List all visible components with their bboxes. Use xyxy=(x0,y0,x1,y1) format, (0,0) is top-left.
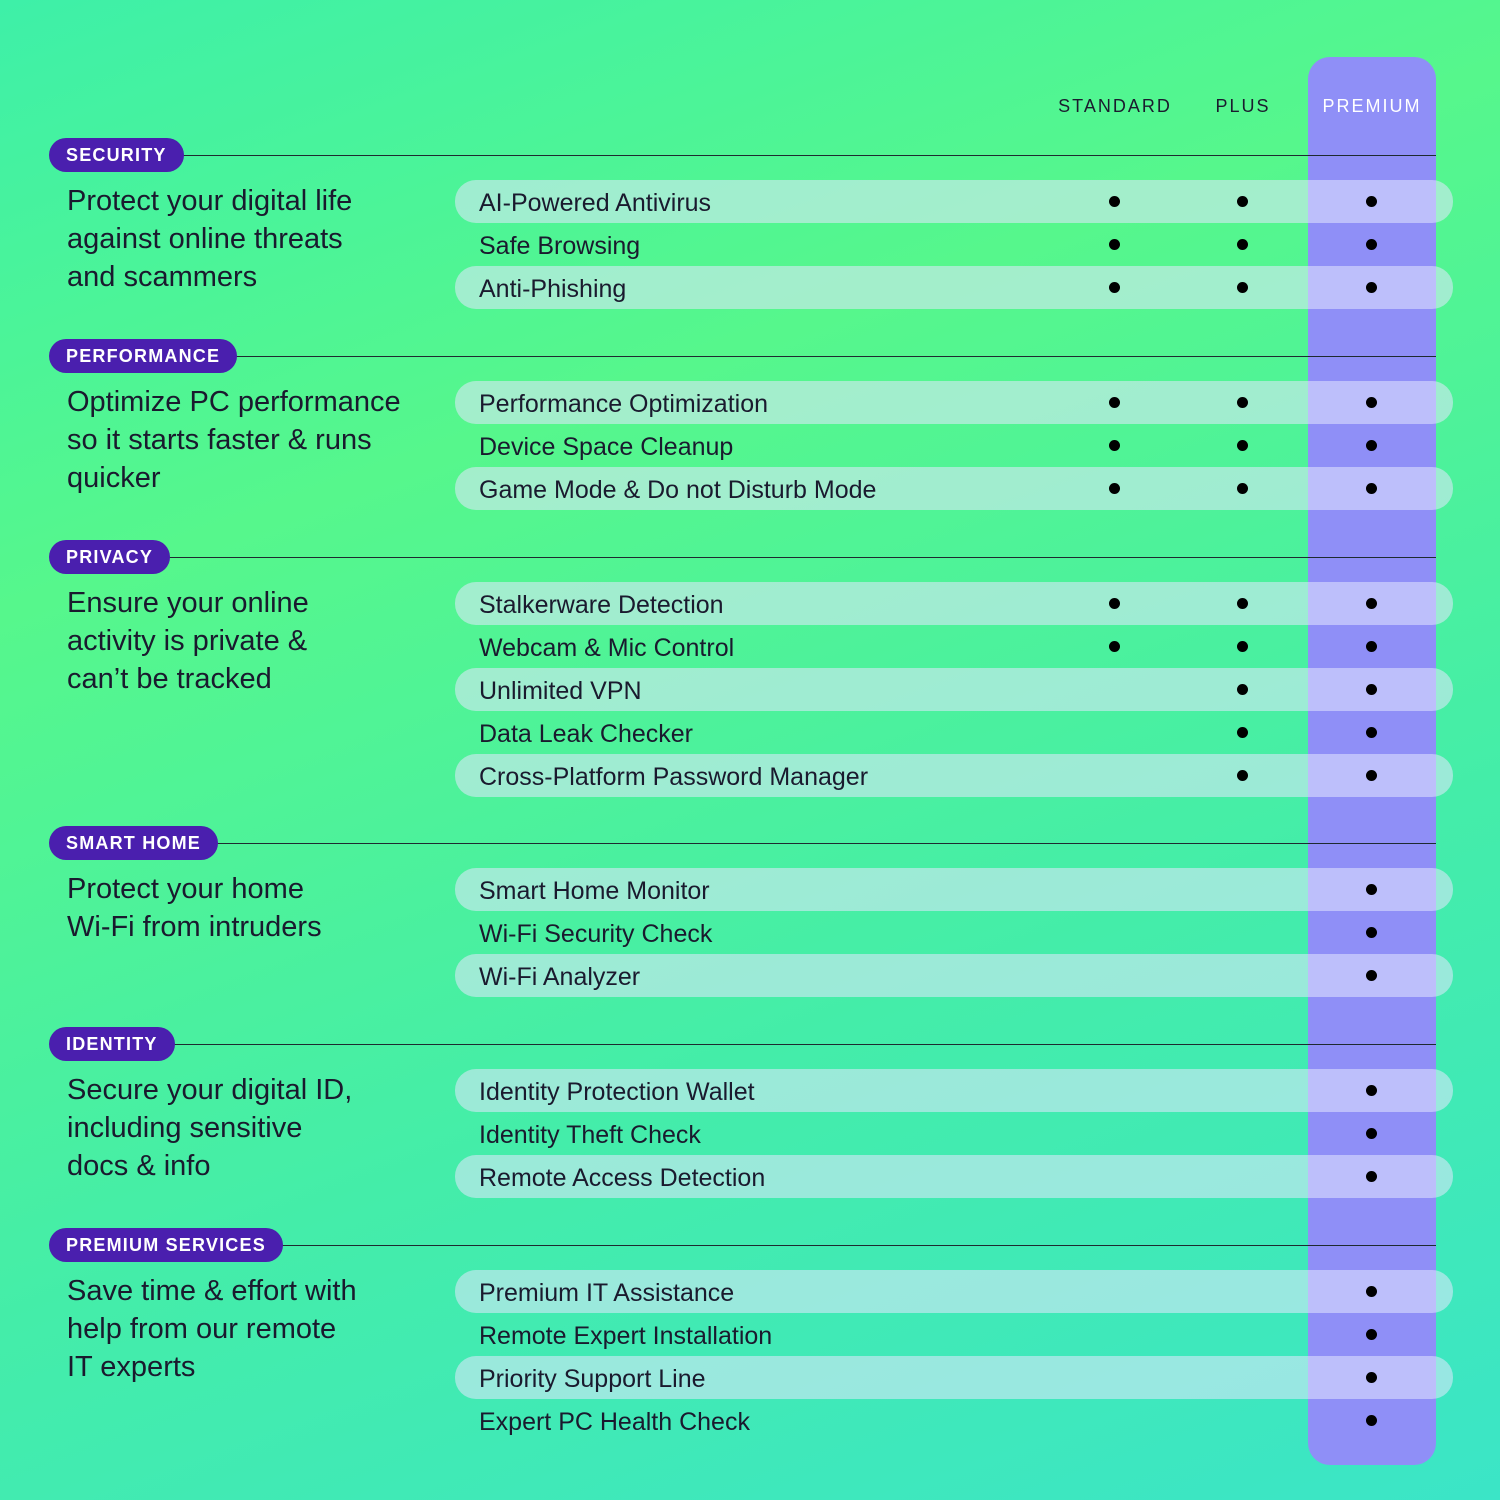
included-dot-standard xyxy=(1109,397,1120,408)
feature-row xyxy=(455,711,1453,754)
feature-row xyxy=(455,1399,1453,1442)
included-dot-standard xyxy=(1109,239,1120,250)
feature-name: Identity Theft Check xyxy=(479,1121,701,1149)
included-dot-standard xyxy=(1109,483,1120,494)
section-premium-services xyxy=(0,1228,1500,1436)
included-dot-premium xyxy=(1366,397,1377,408)
feature-name: Remote Access Detection xyxy=(479,1164,766,1192)
included-dot-premium xyxy=(1366,282,1377,293)
category-badge: SMART HOME xyxy=(49,826,218,860)
included-dot-premium xyxy=(1366,970,1377,981)
included-dot-plus xyxy=(1237,770,1248,781)
included-dot-plus xyxy=(1237,239,1248,250)
feature-name: Cross-Platform Password Manager xyxy=(479,763,869,791)
included-dot-plus xyxy=(1237,196,1248,207)
category-description xyxy=(67,1071,447,1185)
included-dot-premium xyxy=(1366,1171,1377,1182)
included-dot-plus xyxy=(1237,397,1248,408)
feature-row xyxy=(455,1356,1453,1399)
section-divider xyxy=(60,843,1436,844)
included-dot-standard xyxy=(1109,282,1120,293)
included-dot-premium xyxy=(1366,1085,1377,1096)
feature-row xyxy=(455,266,1453,309)
feature-row xyxy=(455,911,1453,954)
feature-row xyxy=(455,625,1453,668)
included-dot-premium xyxy=(1366,196,1377,207)
feature-row xyxy=(455,868,1453,911)
included-dot-premium xyxy=(1366,1415,1377,1426)
included-dot-plus xyxy=(1237,440,1248,451)
feature-name: Webcam & Mic Control xyxy=(479,634,735,662)
feature-name: Identity Protection Wallet xyxy=(479,1078,755,1106)
feature-name: Wi-Fi Security Check xyxy=(479,920,713,948)
section-divider xyxy=(60,356,1436,357)
feature-row xyxy=(455,1112,1453,1155)
feature-name: Remote Expert Installation xyxy=(479,1322,773,1350)
feature-row xyxy=(455,954,1453,997)
feature-name: Stalkerware Detection xyxy=(479,591,724,619)
feature-row xyxy=(455,1155,1453,1198)
feature-row xyxy=(455,180,1453,223)
description-line: IT experts xyxy=(67,1351,196,1383)
description-line: so it starts faster & runs xyxy=(67,424,372,456)
description-line: quicker xyxy=(67,462,161,494)
feature-row xyxy=(455,754,1453,797)
included-dot-plus xyxy=(1237,727,1248,738)
category-description xyxy=(67,182,447,296)
included-dot-premium xyxy=(1366,727,1377,738)
section-identity xyxy=(0,1027,1500,1227)
feature-name: Priority Support Line xyxy=(479,1365,706,1393)
included-dot-premium xyxy=(1366,927,1377,938)
feature-row xyxy=(455,582,1453,625)
included-dot-plus xyxy=(1237,483,1248,494)
included-dot-premium xyxy=(1366,1286,1377,1297)
description-line: Wi-Fi from intruders xyxy=(67,911,322,943)
included-dot-premium xyxy=(1366,1329,1377,1340)
category-badge: PREMIUM SERVICES xyxy=(49,1228,283,1262)
included-dot-plus xyxy=(1237,598,1248,609)
feature-row xyxy=(455,381,1453,424)
feature-name: Safe Browsing xyxy=(479,232,641,260)
included-dot-premium xyxy=(1366,239,1377,250)
section-performance xyxy=(0,339,1500,539)
feature-row xyxy=(455,467,1453,510)
description-line: including sensitive xyxy=(67,1112,303,1144)
included-dot-premium xyxy=(1366,884,1377,895)
included-dot-plus xyxy=(1237,684,1248,695)
feature-name: AI-Powered Antivirus xyxy=(479,189,712,217)
description-line: Optimize PC performance xyxy=(67,386,401,418)
category-badge: PERFORMANCE xyxy=(49,339,237,373)
section-security xyxy=(0,138,1500,338)
feature-name: Data Leak Checker xyxy=(479,720,694,748)
included-dot-plus xyxy=(1237,641,1248,652)
feature-name: Premium IT Assistance xyxy=(479,1279,735,1307)
feature-row xyxy=(455,1069,1453,1112)
section-divider xyxy=(60,155,1436,156)
feature-name: Anti-Phishing xyxy=(479,275,627,303)
description-line: Secure your digital ID, xyxy=(67,1074,353,1106)
tier-header-premium: PREMIUM xyxy=(1322,96,1422,116)
description-line: Save time & effort with xyxy=(67,1275,357,1307)
included-dot-premium xyxy=(1366,598,1377,609)
description-line: activity is private & xyxy=(67,625,308,657)
feature-name: Expert PC Health Check xyxy=(479,1408,750,1436)
category-description xyxy=(67,870,447,946)
category-badge: PRIVACY xyxy=(49,540,170,574)
description-line: can’t be tracked xyxy=(67,663,272,695)
included-dot-premium xyxy=(1366,483,1377,494)
feature-row xyxy=(455,668,1453,711)
feature-row xyxy=(455,223,1453,266)
feature-name: Unlimited VPN xyxy=(479,677,642,705)
description-line: against online threats xyxy=(67,223,343,255)
category-badge: IDENTITY xyxy=(49,1027,175,1061)
included-dot-premium xyxy=(1366,684,1377,695)
description-line: docs & info xyxy=(67,1150,211,1182)
tier-header-standard: STANDARD xyxy=(1058,96,1172,116)
feature-name: Smart Home Monitor xyxy=(479,877,710,905)
description-line: and scammers xyxy=(67,261,258,293)
feature-row xyxy=(455,1270,1453,1313)
section-divider xyxy=(60,1044,1436,1045)
feature-name: Wi-Fi Analyzer xyxy=(479,963,641,991)
section-smart-home xyxy=(0,826,1500,1026)
feature-name: Device Space Cleanup xyxy=(479,433,734,461)
description-line: Protect your home xyxy=(67,873,304,905)
category-description xyxy=(67,383,447,497)
description-line: Ensure your online xyxy=(67,587,309,619)
included-dot-premium xyxy=(1366,1128,1377,1139)
included-dot-premium xyxy=(1366,1372,1377,1383)
feature-name: Performance Optimization xyxy=(479,390,769,418)
description-line: Protect your digital life xyxy=(67,185,353,217)
feature-row xyxy=(455,424,1453,467)
included-dot-premium xyxy=(1366,440,1377,451)
feature-name: Game Mode & Do not Disturb Mode xyxy=(479,476,877,504)
included-dot-standard xyxy=(1109,641,1120,652)
description-line: help from our remote xyxy=(67,1313,337,1345)
section-privacy xyxy=(0,540,1500,791)
category-badge: SECURITY xyxy=(49,138,184,172)
included-dot-standard xyxy=(1109,440,1120,451)
included-dot-standard xyxy=(1109,598,1120,609)
included-dot-standard xyxy=(1109,196,1120,207)
included-dot-plus xyxy=(1237,282,1248,293)
tier-header-plus: PLUS xyxy=(1215,96,1271,116)
category-description xyxy=(67,1272,447,1386)
included-dot-premium xyxy=(1366,770,1377,781)
included-dot-premium xyxy=(1366,641,1377,652)
feature-row xyxy=(455,1313,1453,1356)
category-description xyxy=(67,584,447,698)
section-divider xyxy=(60,557,1436,558)
